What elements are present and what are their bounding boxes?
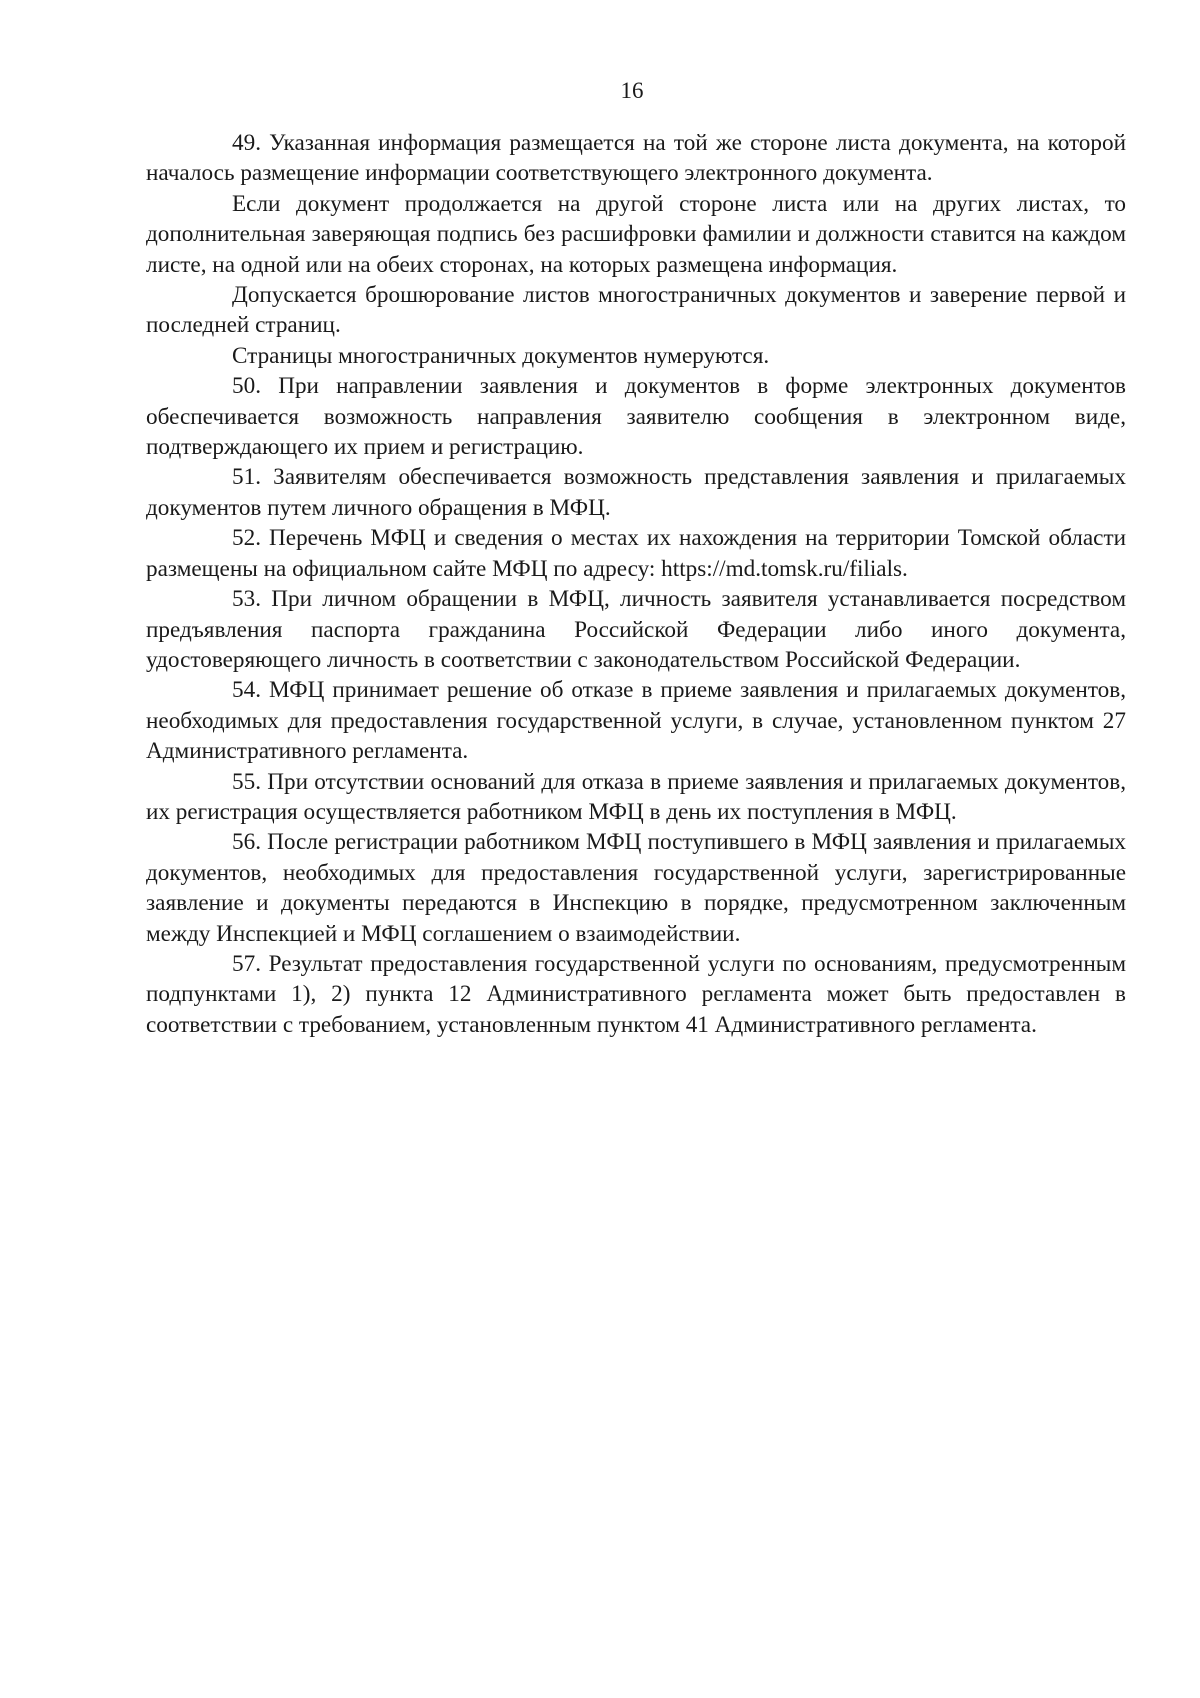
document-body xyxy=(146,128,1126,1040)
paragraph-54: 54. МФЦ принимает решение об отказе в приеме заявления и прилагаемых документов, необходимых для предоставления государственной услуги, в случае, установленном пунктом 27 Административного регламента. xyxy=(146,677,1126,765)
paragraph-page-numbering: Страницы многостраничных документов нумеруются. xyxy=(232,342,770,369)
paragraph-49-continuation: Если документ продолжается на другой стороне листа или на других листах, то дополнительная заверяющая подпись без расшифровки фамилии и должности ставится на каждом листе, на одной или на обеих сторонах, на которых размещена информация. xyxy=(146,190,1126,278)
paragraph-52: 52. Перечень МФЦ и сведения о местах их нахождения на территории Томской области размещены на официальном сайте МФЦ по адресу: https://md.tomsk.ru/filials. xyxy=(146,525,1126,582)
paragraph-55: 55. При отсутствии оснований для отказа в приеме заявления и прилагаемых документов, их регистрация осуществляется работником МФЦ в день их поступления в МФЦ. xyxy=(146,768,1126,825)
paragraph-56: 56. После регистрации работником МФЦ поступившего в МФЦ заявления и прилагаемых документов, необходимых для предоставления государственной услуги, зарегистрированные заявление и документы передаются в Инспекцию в порядке, предусмотренном заключенным между Инспекцией и МФЦ соглашением о взаимодействии. xyxy=(146,829,1126,947)
paragraph-51: 51. Заявителям обеспечивается возможность представления заявления и прилагаемых документов путем личного обращения в МФЦ. xyxy=(146,464,1126,521)
paragraph-53: 53. При личном обращении в МФЦ, личность заявителя устанавливается посредством предъявления паспорта гражданина Российской Федерации либо иного документа, удостоверяющего личность в соответствии с законодательством Российской Федерации. xyxy=(146,586,1126,673)
paragraph-binding-note: Допускается брошюрование листов многостраничных документов и заверение первой и последней страниц. xyxy=(146,282,1126,339)
paragraph-57: 57. Результат предоставления государственной услуги по основаниям, предусмотренным подпунктами 1), 2) пункта 12 Административного регламента может быть предоставлен в соответствии с требованием, установленным пунктом 41 Административного регламента. xyxy=(146,950,1126,1038)
paragraph-50: 50. При направлении заявления и документов в форме электронных документов обеспечивается возможность направления заявителю сообщения в электронном виде, подтверждающего их прием и регистрацию. xyxy=(146,373,1126,461)
page-number: 16 xyxy=(620,78,644,103)
paragraph-49: 49. Указанная информация размещается на той же стороне листа документа, на которой началось размещение информации соответствующего электронного документа. xyxy=(146,130,1126,187)
